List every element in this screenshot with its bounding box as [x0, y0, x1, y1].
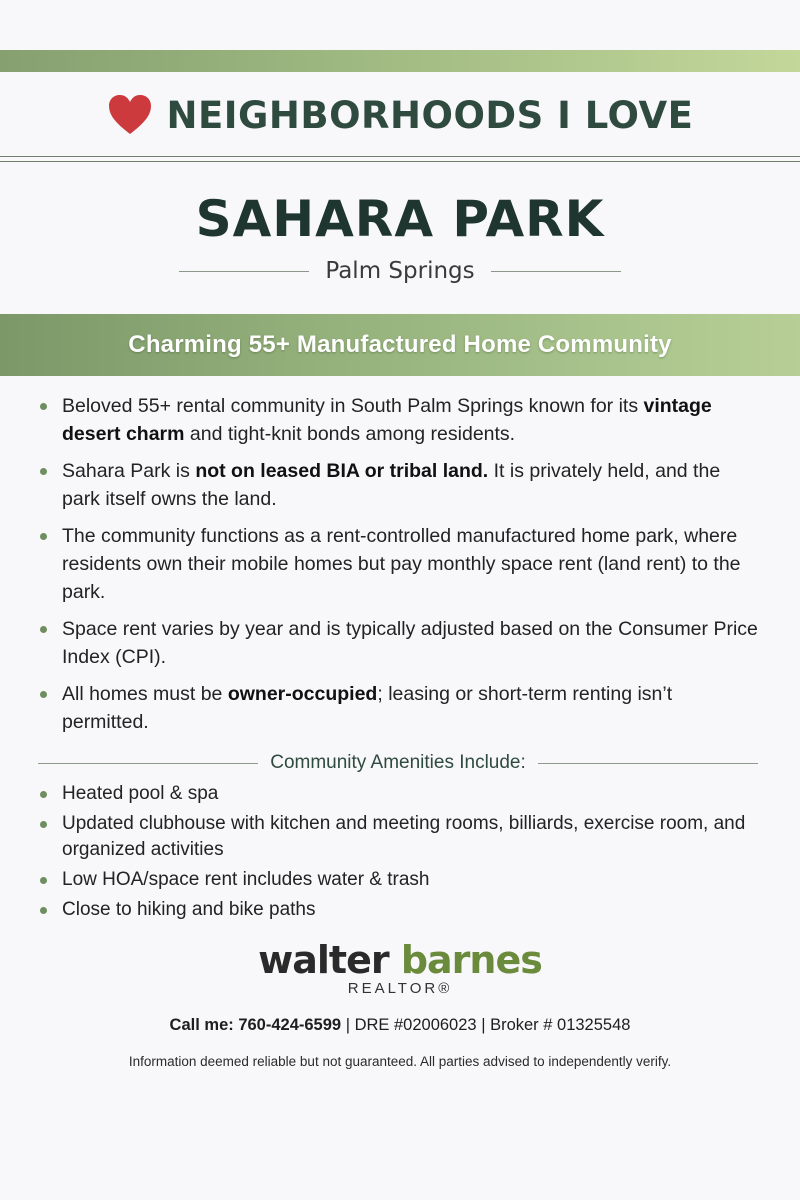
header-divider — [0, 161, 800, 162]
feature-text: The community functions as a rent-controlled manufactured home park, where residents own their mobile homes but pay monthly space rent (land rent) to the park. — [62, 525, 741, 603]
bullet-icon — [40, 468, 47, 475]
amenity-text: Updated clubhouse with kitchen and meeting rooms, billiards, exercise room, and organized activities — [62, 813, 746, 860]
amenities-divider — [538, 763, 758, 764]
bullet-icon — [40, 907, 47, 914]
park-name: SAHARA PARK — [195, 190, 605, 248]
amenities-heading-row — [38, 748, 758, 778]
feature-text: and tight-knit bonds among residents. — [184, 423, 516, 445]
bullet-icon — [40, 626, 47, 633]
feature-text: ; leasing or short-term renting isn’t permitted. — [62, 683, 673, 733]
brand-last-name: barnes — [400, 938, 542, 982]
feature-item — [38, 615, 758, 671]
contact-separator: | — [345, 1016, 350, 1034]
bullet-icon — [40, 791, 47, 798]
bullet-icon — [40, 533, 47, 540]
bullet-icon — [40, 691, 47, 698]
bullet-icon — [40, 403, 47, 410]
brand-logo — [0, 938, 800, 982]
amenity-item — [38, 897, 758, 923]
feature-text: It is privately held, and the park itself owns the land. — [62, 460, 721, 510]
city-divider — [179, 271, 309, 272]
brand-first-name: walter — [258, 938, 389, 982]
feature-text: Sahara Park is — [62, 460, 196, 482]
feature-text: Space rent varies by year and is typically adjusted based on the Consumer Price Index (CPI). — [62, 618, 758, 668]
amenity-item — [38, 811, 758, 863]
amenity-text: Low HOA/space rent includes water & trash — [62, 869, 430, 890]
amenity-item — [38, 781, 758, 807]
contact-broker: Broker # 01325548 — [490, 1016, 631, 1034]
banner-text: Charming 55+ Manufactured Home Community — [128, 331, 672, 358]
header — [0, 72, 800, 158]
amenity-text: Close to hiking and bike paths — [62, 899, 316, 920]
feature-item — [38, 522, 758, 606]
disclaimer: Information deemed reliable but not guaranteed. All parties advised to independently verify. — [128, 1054, 672, 1069]
feature-item — [38, 680, 758, 736]
banner — [0, 314, 800, 376]
feature-list — [38, 392, 758, 745]
contact-separator: | — [481, 1016, 486, 1034]
brand-subtitle: REALTOR® — [347, 980, 453, 997]
amenities-divider — [38, 763, 258, 764]
top-stripe — [0, 50, 800, 72]
city-divider — [491, 271, 621, 272]
feature-emphasis: owner-occupied — [227, 683, 378, 705]
heart-icon — [107, 94, 153, 136]
contact-label: Call me: — [169, 1016, 234, 1034]
feature-emphasis: vintage desert charm — [62, 395, 712, 445]
amenities-list — [38, 781, 758, 927]
header-divider — [0, 156, 800, 157]
city-row — [0, 254, 800, 288]
amenity-text: Heated pool & spa — [62, 783, 219, 804]
amenity-item — [38, 867, 758, 893]
bullet-icon — [40, 821, 47, 828]
amenities-title: Community Amenities Include: — [270, 752, 526, 773]
contact-phone: 760-424-6599 — [238, 1016, 342, 1034]
feature-emphasis: not on leased BIA or tribal land. — [195, 460, 489, 482]
city-name: Palm Springs — [325, 258, 475, 284]
contact-line — [0, 1016, 800, 1035]
feature-text: Beloved 55+ rental community in South Palm Springs known for its — [62, 395, 644, 417]
feature-item — [38, 392, 758, 448]
feature-item — [38, 457, 758, 513]
contact-dre: DRE #02006023 — [354, 1016, 477, 1034]
feature-text: All homes must be — [62, 683, 228, 705]
bullet-icon — [40, 877, 47, 884]
header-title: NEIGHBORHOODS I LOVE — [166, 93, 694, 137]
